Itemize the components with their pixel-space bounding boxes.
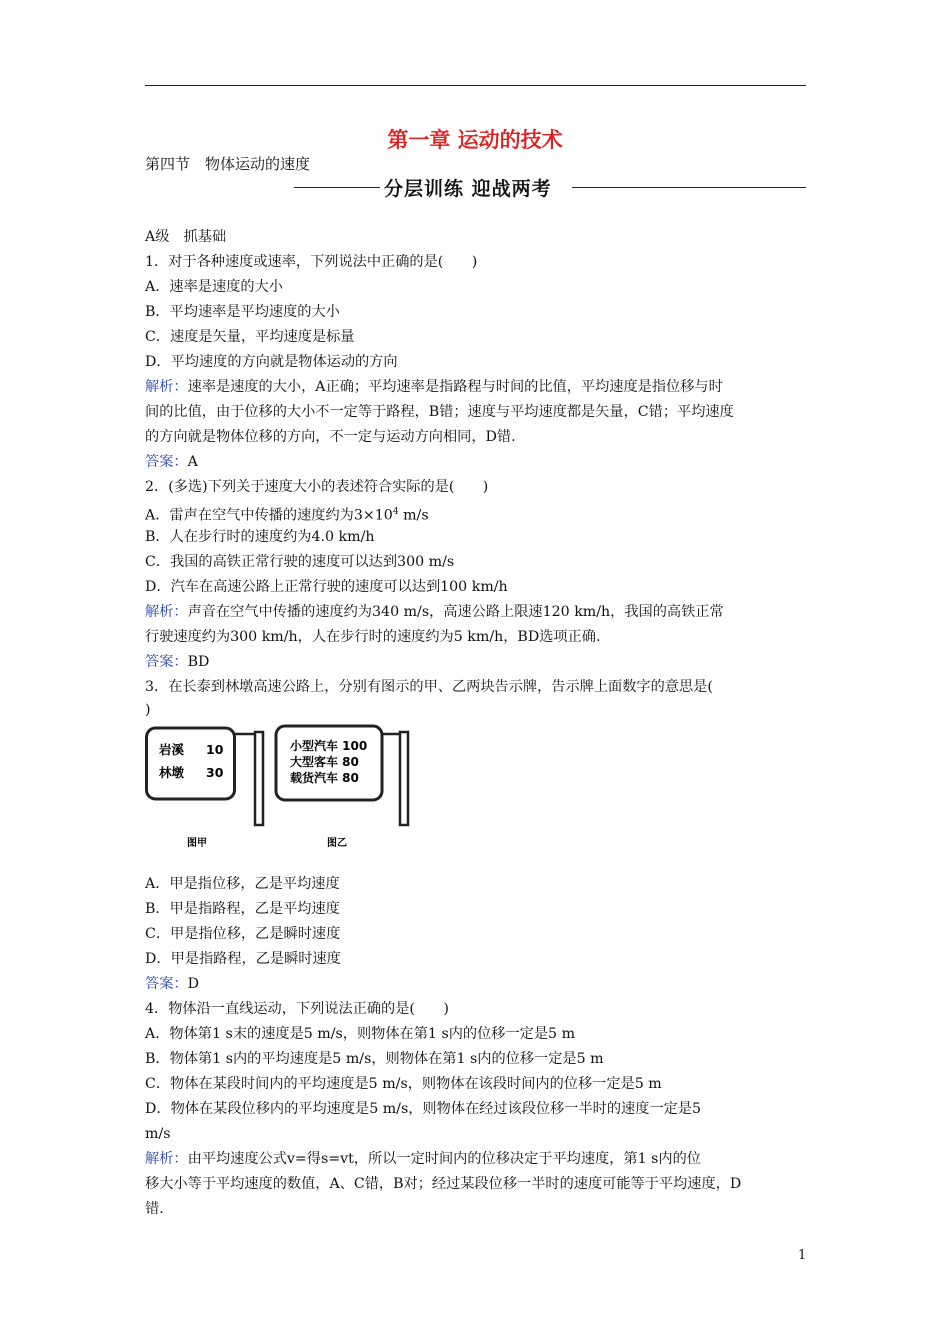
q1-option-b: B．平均速率是平均速度的大小 (145, 304, 340, 320)
q4-option-a: A．物体第1 s末的速度是5 m/s，则物体在第1 s内的位移一定是5 m (145, 1026, 576, 1042)
q3-stem-line-1: 3．在长泰到林墩高速公路上，分别有图示的甲、乙两块告示牌，告示牌上面数字的意思是( (145, 679, 713, 695)
q4-option-d: D．物体在某段位移内的平均速度是5 m/s，则物体在经过该段位移一半时的速度一定是5 (145, 1101, 702, 1117)
sign-jia-caption: 图甲 (187, 838, 207, 849)
sign-yi-row-2: 大型客车 80 (290, 755, 359, 769)
q4-analysis-line-2: 移大小等于平均速度的数值，A、C错，B对；经过某段位移一半时的速度可能等于平均速度，D (145, 1176, 742, 1192)
sign-jia-place-2: 林墩 (159, 765, 185, 780)
q1-answer-value: A (187, 454, 198, 470)
q2-analysis-line-2: 行驶速度约为300 km/h，人在步行时的速度约为5 km/h，BD选项正确. (145, 629, 601, 645)
banner (294, 174, 806, 202)
q1-option-c: C．速度是矢量，平均速度是标量 (145, 329, 355, 345)
analysis-label: 解析： (145, 1151, 188, 1167)
q3-answer-value: D (187, 976, 199, 992)
q2-answer-value: BD (187, 654, 210, 670)
q3-answer (145, 974, 199, 994)
q1-option-a: A．速率是速度的大小 (145, 279, 283, 295)
q2-analysis-text-1: 声音在空气中传播的速度约为340 m/s，高速公路上限速120 km/h，我国的高铁正常 (187, 604, 724, 620)
q2-option-a-exponent: 4 (392, 507, 399, 517)
q4-option-b: B．物体第1 s内的平均速度是5 m/s，则物体在第1 s内的位移一定是5 m (145, 1051, 604, 1067)
q3-option-d: D．甲是指路程，乙是瞬时速度 (145, 951, 341, 967)
q4-stem: 4．物体沿一直线运动，下列说法正确的是( ) (145, 1001, 449, 1017)
q2-analysis-line-1 (145, 602, 724, 622)
q2-stem: 2．(多选)下列关于速度大小的表述符合实际的是( ) (145, 479, 489, 495)
q2-option-c: C．我国的高铁正常行驶的速度可以达到300 m/s (145, 554, 455, 570)
answer-label: 答案： (145, 454, 188, 470)
sign-yi-row-3: 载货汽车 80 (290, 771, 359, 785)
q2-option-d: D．汽车在高速公路上正常行驶的速度可以达到100 km/h (145, 579, 508, 595)
q1-analysis-line-3: 的方向就是物体位移的方向，不一定与运动方向相同，D错. (145, 429, 516, 445)
q4-option-c: C．物体在某段时间内的平均速度是5 m/s，则物体在该段时间内的位移一定是5 m (145, 1076, 662, 1092)
analysis-label: 解析： (145, 379, 188, 395)
q1-analysis-text-1: 速率是速度的大小，A正确；平均速率是指路程与时间的比值，平均速度是指位移与时 (187, 379, 723, 395)
level-heading: A级 抓基础 (145, 229, 227, 245)
q1-analysis-line-2: 间的比值，由于位移的大小不一定等于路程，B错；速度与平均速度都是矢量，C错；平均速度 (145, 404, 734, 420)
sign-jia-value-2: 30 (206, 765, 224, 780)
q1-stem: 1．对于各种速度或速率，下列说法中正确的是( ) (145, 254, 478, 270)
q1-answer (145, 452, 198, 472)
q3-option-a: A．甲是指位移，乙是平均速度 (145, 876, 340, 892)
banner-text: 分层训练 迎战两考 (384, 178, 552, 200)
analysis-label: 解析： (145, 604, 188, 620)
sign-yi-post (400, 732, 408, 825)
sign-jia-value-1: 10 (206, 742, 224, 757)
sign-jia-place-1: 岩溪 (159, 742, 185, 757)
answer-label: 答案： (145, 976, 188, 992)
sign-yi-caption: 图乙 (327, 838, 347, 849)
q4-analysis-line-1 (145, 1149, 701, 1169)
banner-rule-right (572, 187, 806, 188)
q2-option-b: B．人在步行时的速度约为4.0 km/h (145, 529, 375, 545)
section-title: 第四节 物体运动的速度 (145, 155, 311, 173)
q4-option-d-cont: m/s (145, 1126, 171, 1142)
q4-analysis-line-3: 错. (145, 1201, 164, 1217)
q3-option-c: C．甲是指位移，乙是瞬时速度 (145, 926, 341, 942)
q1-option-d: D．平均速度的方向就是物体运动的方向 (145, 354, 398, 370)
q1-analysis-line-1 (145, 377, 723, 397)
sign-yi (276, 726, 408, 849)
page-number: 1 (798, 1248, 807, 1263)
q4-analysis-text-1: 由平均速度公式v=得s=vt，所以一定时间内的位移决定于平均速度，第1 s内的位 (187, 1151, 701, 1167)
sign-jia-board (147, 728, 235, 799)
top-rule (145, 85, 806, 86)
road-signs-figure (145, 722, 415, 850)
q2-answer (145, 652, 209, 672)
sign-jia-post (255, 732, 263, 825)
chapter-title: 第一章 运动的技术 (387, 128, 563, 152)
answer-label: 答案： (145, 654, 188, 670)
q2-option-a-text: A．雷声在空气中传播的速度约为3×10 (145, 507, 393, 524)
sign-jia (147, 728, 264, 849)
q3-option-b: B．甲是指路程，乙是平均速度 (145, 901, 340, 917)
banner-rule-left (294, 187, 380, 188)
q2-option-a-unit: m/s (398, 507, 429, 524)
q3-stem-line-2: ) (145, 702, 151, 718)
q2-option-a (145, 502, 429, 526)
sign-yi-row-1: 小型汽车 100 (290, 739, 368, 753)
